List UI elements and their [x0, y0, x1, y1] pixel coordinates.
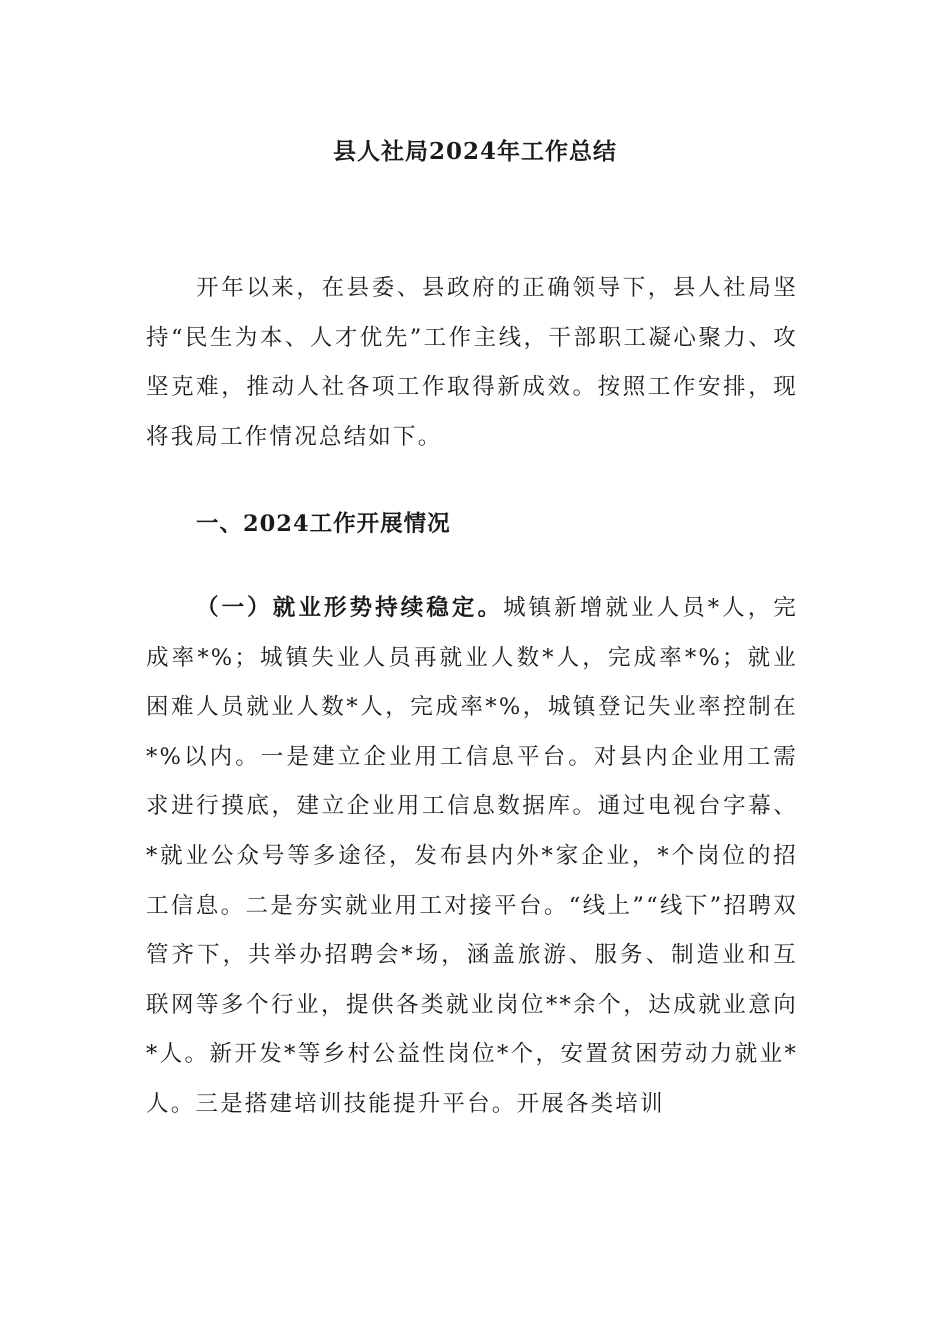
intro-paragraph: 开年以来，在县委、县政府的正确领导下，县人社局坚持“民生为本、人才优先”工作主线，干部职工凝心聚力、攻坚克难，推动人社各项工作取得新成效。按照工作安排，现将我局工作情况总结如下。: [146, 275, 798, 450]
section-1-lead: （一）就业形势持续稳定。: [196, 595, 504, 621]
section-1-text: 城镇新增就业人员*人，完成率*%；城镇失业人员再就业人数*人，完成率*%；就业困难人员就业人数*人，完成率*%，城镇登记失业率控制在*%以内。一是建立企业用工信息平台。对县内企业用工需求进行摸底，建立企业用工信息数据库。通过电视台字幕、*就业公众号等多途径，发布县内外*家企业，*个岗位的招工信息。二是夯实就业用工对接平台。“线上”“线下”招聘双管齐下，共举办招聘会*场，涵盖旅游、服务、制造业和互联网等多个行业，提供各类就业岗位**余个，达成就业意向*人。新开发*等乡村公益性岗位*个，安置贫困劳动力就业*人。三是搭建培训技能提升平台。开展各类培训: [146, 595, 799, 1117]
section-1-paragraph: [146, 584, 798, 1130]
document-title: 县人社局2024年工作总结: [332, 138, 617, 165]
section-heading: 一、2024工作开展情况: [196, 511, 451, 537]
